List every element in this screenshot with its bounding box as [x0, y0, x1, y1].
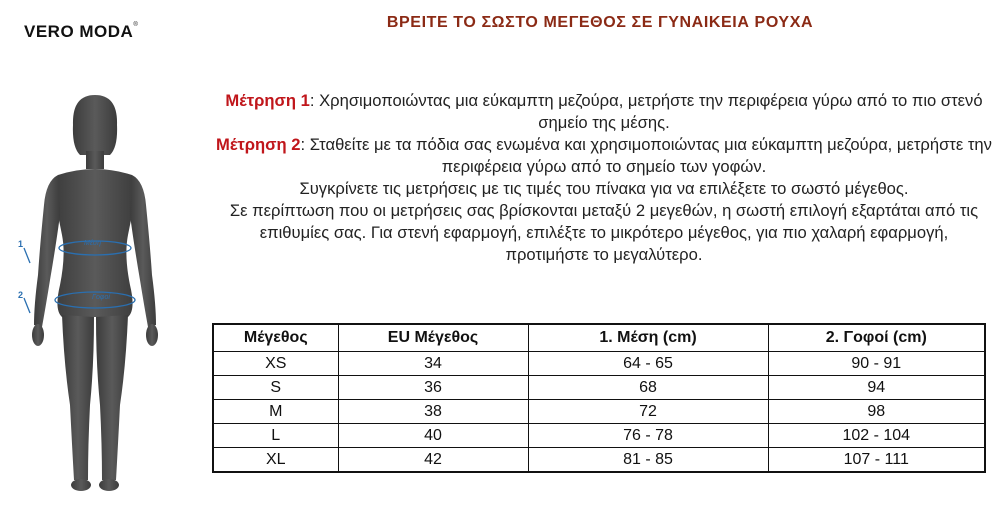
measurement-1-text: : Χρησιμοποιώντας μια εύκαμπτη μεζούρα, μετρήστε την περιφέρεια γύρω από το πιο στενό σημείο της μέσης. [309, 91, 983, 132]
body-silhouette-illustration [10, 85, 180, 510]
measurement-2-text: : Σταθείτε με τα πόδια σας ενωμένα και χρησιμοποιώντας μια εύκαμπτη μεζούρα, μετρήστε την περιφέρεια γύρω από το σημείο των γοφών. [300, 135, 992, 176]
table-row [213, 424, 985, 448]
table-row [213, 352, 985, 376]
measurement-2-label: Μέτρηση 2 [216, 135, 301, 154]
brand-logo [24, 22, 138, 42]
header-hips: 2. Γοφοί (cm) [768, 324, 985, 352]
cell-hips: 107 - 111 [768, 448, 985, 473]
marker-2-number: 2 [18, 290, 24, 300]
cell-eu-size: 34 [338, 352, 528, 376]
cell-hips: 98 [768, 400, 985, 424]
marker-1-label: Μέση [84, 240, 102, 247]
cell-waist: 76 - 78 [528, 424, 768, 448]
cell-waist: 81 - 85 [528, 448, 768, 473]
size-chart-table [212, 323, 986, 473]
cell-size: M [213, 400, 338, 424]
marker-1-number: 1 [18, 239, 24, 249]
instruction-compare: Συγκρίνετε τις μετρήσεις με τις τιμές του πίνακα για να επιλέξετε το σωστό μέγεθος. [299, 179, 909, 198]
instruction-between-sizes: Σε περίπτωση που οι μετρήσεις σας βρίσκονται μεταξύ 2 μεγεθών, η σωστή επιλογή εξαρτάται από τις επιθυμίες σας. Για στενή εφαρμογή, επιλέξτε το μικρότερο μέγεθος, για πιο χαλαρή εφαρμογή, προτιμήστε το μεγαλύτερο. [229, 201, 979, 264]
cell-size: S [213, 376, 338, 400]
cell-size: XL [213, 448, 338, 473]
measurement-1-label: Μέτρηση 1 [225, 91, 310, 110]
table-header-row [213, 324, 985, 352]
cell-eu-size: 38 [338, 400, 528, 424]
cell-waist: 72 [528, 400, 768, 424]
header-waist: 1. Μέση (cm) [528, 324, 768, 352]
brand-name: VERO MODA [24, 22, 134, 41]
cell-eu-size: 36 [338, 376, 528, 400]
cell-hips: 102 - 104 [768, 424, 985, 448]
cell-waist: 64 - 65 [528, 352, 768, 376]
cell-hips: 90 - 91 [768, 352, 985, 376]
instruction-measurement-2 [216, 134, 992, 178]
marker-2-label: Γοφοί [92, 294, 110, 301]
cell-size: L [213, 424, 338, 448]
measurement-instructions [216, 90, 992, 266]
header-size: Μέγεθος [213, 324, 338, 352]
cell-hips: 94 [768, 376, 985, 400]
woman-figure [32, 95, 158, 491]
table-row [213, 376, 985, 400]
header-eu-size: EU Μέγεθος [338, 324, 528, 352]
cell-eu-size: 42 [338, 448, 528, 473]
page-title: ΒΡΕΙΤΕ ΤΟ ΣΩΣΤΟ ΜΕΓΕΘΟΣ ΣΕ ΓΥΝΑΙΚΕΙΑ ΡΟΥΧΑ [386, 14, 814, 31]
table-row [213, 448, 985, 473]
table-row [213, 400, 985, 424]
cell-waist: 68 [528, 376, 768, 400]
instruction-measurement-1 [216, 90, 992, 134]
registered-mark: ® [133, 22, 139, 28]
cell-eu-size: 40 [338, 424, 528, 448]
cell-size: XS [213, 352, 338, 376]
